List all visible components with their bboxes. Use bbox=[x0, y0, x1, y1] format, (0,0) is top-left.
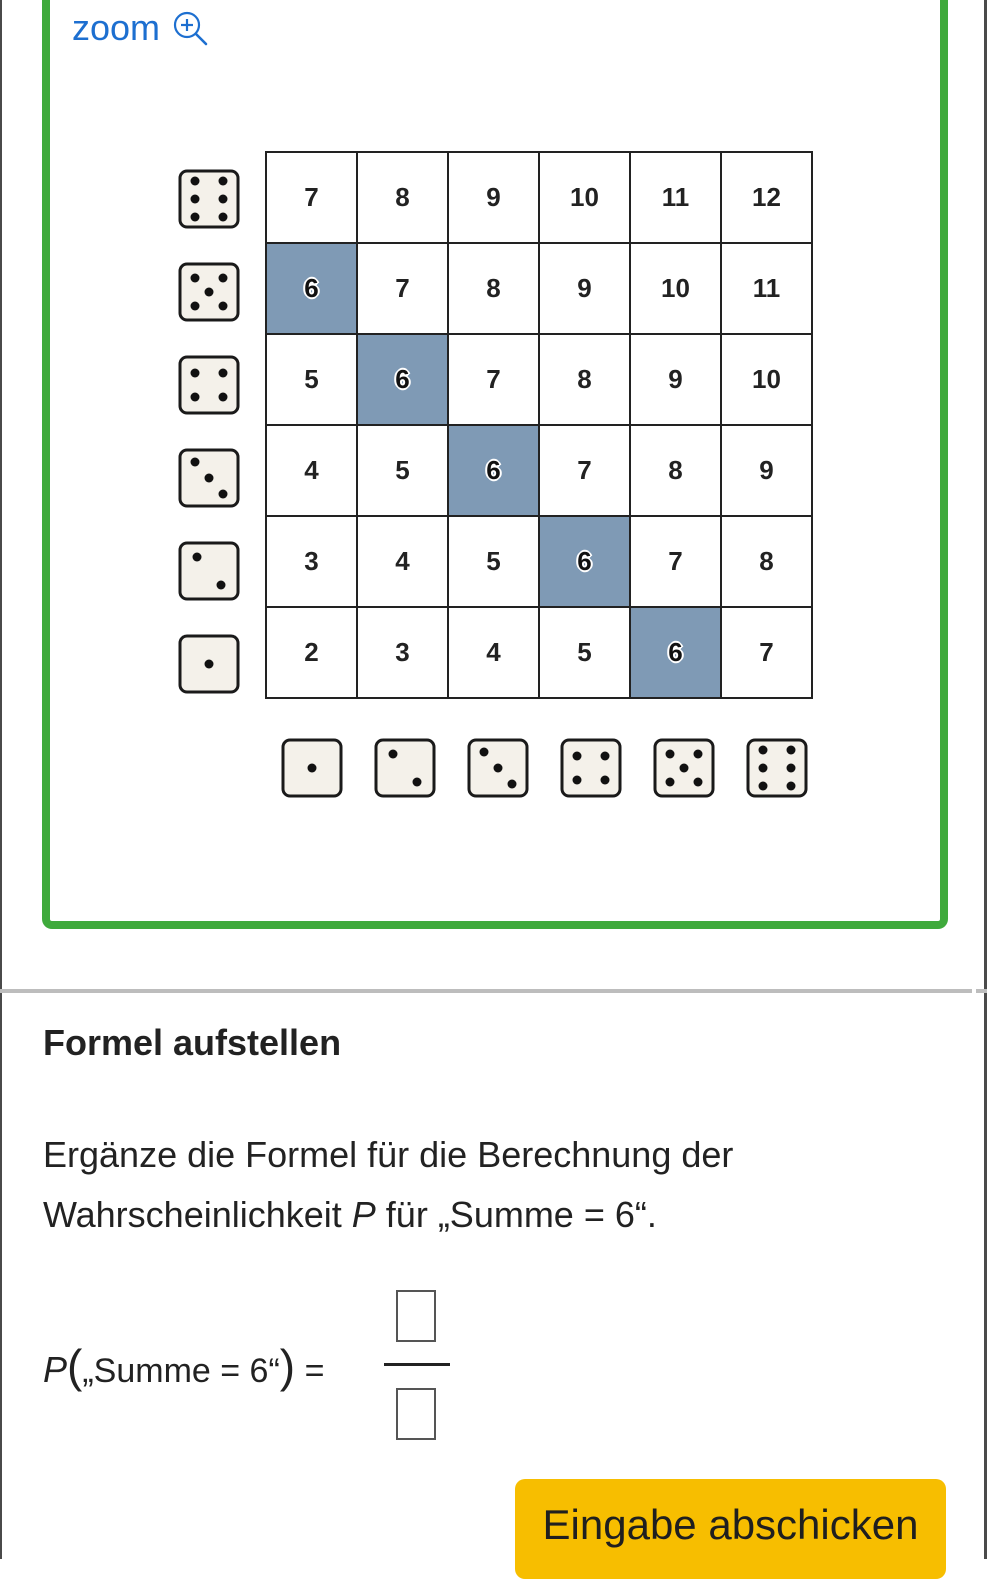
cell-value: 4 bbox=[486, 637, 501, 667]
table-cell bbox=[266, 425, 357, 516]
cell-value: 11 bbox=[661, 182, 690, 212]
instruction-variable: P bbox=[351, 1194, 376, 1235]
section-divider bbox=[0, 989, 972, 993]
table-cell bbox=[721, 243, 812, 334]
cell-value: 6 bbox=[486, 455, 501, 485]
cell-value: 8 bbox=[577, 364, 592, 394]
die-4-icon bbox=[178, 355, 240, 415]
cell-value: 7 bbox=[486, 364, 501, 394]
table-cell bbox=[539, 334, 630, 425]
table-cell bbox=[630, 243, 721, 334]
cell-value: 10 bbox=[570, 182, 599, 212]
die-3-icon bbox=[467, 738, 529, 798]
cell-value: 9 bbox=[668, 364, 683, 394]
instruction-text-end: für „Summe = 6“. bbox=[375, 1194, 657, 1235]
table-cell bbox=[721, 152, 812, 243]
open-paren-glyph: ( bbox=[67, 1340, 83, 1392]
table-cell bbox=[630, 152, 721, 243]
cell-value: 7 bbox=[759, 637, 774, 667]
table-cell bbox=[448, 152, 539, 243]
table-cell bbox=[448, 243, 539, 334]
die-5-icon bbox=[653, 738, 715, 798]
table-cell bbox=[630, 516, 721, 607]
cell-value: 3 bbox=[395, 637, 410, 667]
task-heading: Formel aufstellen bbox=[43, 1022, 342, 1063]
table-cell bbox=[266, 243, 357, 334]
zoom-in-icon bbox=[170, 8, 210, 48]
cell-value: 9 bbox=[577, 273, 592, 303]
task-instruction bbox=[43, 1125, 923, 1245]
table-cell bbox=[721, 334, 812, 425]
instruction-text: Wahrscheinlichkeit bbox=[43, 1194, 352, 1235]
table-cell bbox=[357, 334, 448, 425]
die-1-icon bbox=[281, 738, 343, 798]
cell-value: 7 bbox=[395, 273, 410, 303]
left-border bbox=[0, 0, 2, 1559]
table-cell bbox=[721, 516, 812, 607]
cell-value: 6 bbox=[668, 637, 683, 667]
cell-value: 5 bbox=[577, 637, 592, 667]
cell-value: 11 bbox=[752, 273, 781, 303]
cell-value: 9 bbox=[486, 182, 501, 212]
table-cell bbox=[266, 516, 357, 607]
cell-value: 7 bbox=[668, 546, 683, 576]
section-divider-end bbox=[976, 989, 987, 993]
zoom-button[interactable] bbox=[72, 8, 210, 48]
table-cell bbox=[357, 516, 448, 607]
cell-value: 5 bbox=[486, 546, 501, 576]
cell-value: 8 bbox=[486, 273, 501, 303]
cell-value: 3 bbox=[304, 546, 319, 576]
table-row bbox=[266, 243, 812, 334]
table-cell bbox=[721, 607, 812, 698]
table-cell bbox=[539, 152, 630, 243]
table-cell bbox=[266, 152, 357, 243]
formula-equals: = bbox=[304, 1352, 325, 1390]
cell-value: 8 bbox=[759, 546, 774, 576]
numerator-input[interactable] bbox=[396, 1290, 436, 1342]
table-cell bbox=[539, 425, 630, 516]
cell-value: 8 bbox=[395, 182, 410, 212]
cell-value: 5 bbox=[395, 455, 410, 485]
formula-argument: „Summe = 6“ bbox=[82, 1352, 280, 1390]
table-cell bbox=[539, 243, 630, 334]
table-cell bbox=[630, 425, 721, 516]
cell-value: 10 bbox=[752, 364, 781, 394]
sum-table bbox=[265, 151, 813, 699]
instruction-line-2 bbox=[43, 1185, 923, 1245]
cell-value: 2 bbox=[304, 637, 319, 667]
instruction-line-1: Ergänze die Formel für die Berechnung der bbox=[43, 1134, 734, 1175]
table-row bbox=[266, 425, 812, 516]
cell-value: 6 bbox=[577, 546, 592, 576]
table-cell bbox=[630, 334, 721, 425]
table-row bbox=[266, 152, 812, 243]
die-1-icon bbox=[178, 634, 240, 694]
table-cell bbox=[721, 425, 812, 516]
cell-value: 4 bbox=[395, 546, 410, 576]
formula-lhs bbox=[43, 1339, 324, 1393]
table-cell bbox=[357, 243, 448, 334]
denominator-input[interactable] bbox=[396, 1388, 436, 1440]
die-4-icon bbox=[560, 738, 622, 798]
table-cell bbox=[448, 516, 539, 607]
cell-value: 6 bbox=[395, 364, 410, 394]
table-cell bbox=[357, 152, 448, 243]
fraction-line bbox=[384, 1363, 450, 1366]
table-cell bbox=[357, 425, 448, 516]
table-cell bbox=[266, 607, 357, 698]
cell-value: 12 bbox=[752, 182, 781, 212]
die-5-icon bbox=[178, 262, 240, 322]
formula-variable: P bbox=[43, 1349, 68, 1390]
die-3-icon bbox=[178, 448, 240, 508]
cell-value: 8 bbox=[668, 455, 683, 485]
die-6-icon bbox=[746, 738, 808, 798]
table-cell bbox=[630, 607, 721, 698]
table-cell bbox=[448, 425, 539, 516]
table-cell bbox=[266, 334, 357, 425]
cell-value: 7 bbox=[304, 182, 319, 212]
cell-value: 6 bbox=[304, 273, 319, 303]
cell-value: 9 bbox=[759, 455, 774, 485]
table-cell bbox=[539, 607, 630, 698]
submit-button[interactable]: Eingabe abschicken bbox=[515, 1479, 946, 1579]
die-6-icon bbox=[178, 169, 240, 229]
table-row bbox=[266, 516, 812, 607]
cell-value: 7 bbox=[577, 455, 592, 485]
table-cell bbox=[448, 607, 539, 698]
cell-value: 4 bbox=[304, 455, 319, 485]
cell-value: 10 bbox=[661, 273, 690, 303]
die-2-icon bbox=[374, 738, 436, 798]
cell-value: 5 bbox=[304, 364, 319, 394]
table-cell bbox=[448, 334, 539, 425]
close-paren-glyph: ) bbox=[279, 1340, 296, 1392]
table-cell bbox=[539, 516, 630, 607]
table-cell bbox=[357, 607, 448, 698]
table-row bbox=[266, 334, 812, 425]
table-row bbox=[266, 607, 812, 698]
die-2-icon bbox=[178, 541, 240, 601]
zoom-label: zoom bbox=[72, 7, 161, 48]
